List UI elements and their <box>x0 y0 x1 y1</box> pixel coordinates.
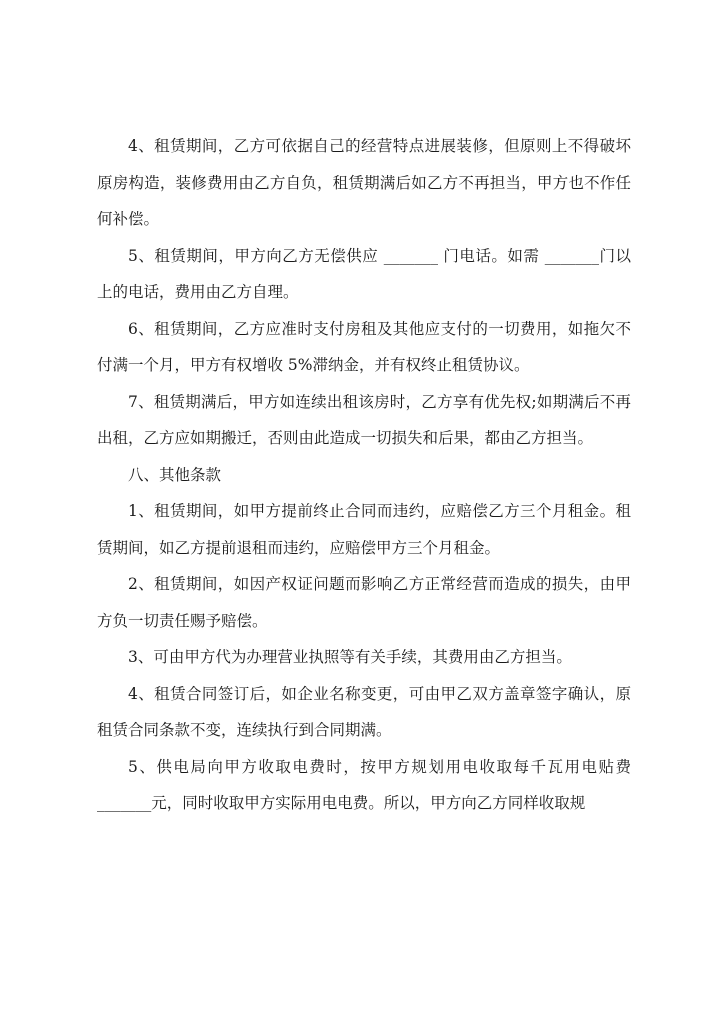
clause-7-5: 5、租赁期间，甲方向乙方无偿供应 _______ 门电话。如需 _______门以上的电话，费用由乙方自理。 <box>97 246 631 301</box>
document-body <box>97 128 631 822</box>
clause-7-6: 6、租赁期间，乙方应准时支付房租及其他应支付的一切费用，如拖欠不付满一个月，甲方有权增收 5%滞纳金，并有权终止租赁协议。 <box>97 319 631 374</box>
clause-8-4: 4、租赁合同签订后，如企业名称变更，可由甲乙双方盖章签字确认，原租赁合同条款不变，连续执行到合同期满。 <box>97 684 631 739</box>
clause-8-2: 2、租赁期间，如因产权证问题而影响乙方正常经营而造成的损失，由甲方负一切责任赐予赔偿。 <box>97 575 631 630</box>
clause-8-5: 5、供电局向甲方收取电费时，按甲方规划用电收取每千瓦用电贴费_______元，同时收取甲方实际用电电费。所以，甲方向乙方同样收取规 <box>97 757 631 812</box>
section-heading-other-terms: 八、其他条款 <box>128 465 222 484</box>
clause-7-7: 7、租赁期满后，甲方如连续出租该房时，乙方享有优先权;如期满后不再出租，乙方应如期搬迁，否则由此造成一切损失和后果，都由乙方担当。 <box>97 392 631 447</box>
clause-8-1: 1、租赁期间，如甲方提前终止合同而违约，应赔偿乙方三个月租金。租赁期间，如乙方提前退租而违约，应赔偿甲方三个月租金。 <box>97 502 631 557</box>
clause-7-4: 4、租赁期间，乙方可依据自己的经营特点进展装修，但原则上不得破坏原房构造，装修费用由乙方自负，租赁期满后如乙方不再担当，甲方也不作任何补偿。 <box>97 137 631 228</box>
clause-8-3: 3、可由甲方代为办理营业执照等有关手续，其费用由乙方担当。 <box>128 648 572 666</box>
